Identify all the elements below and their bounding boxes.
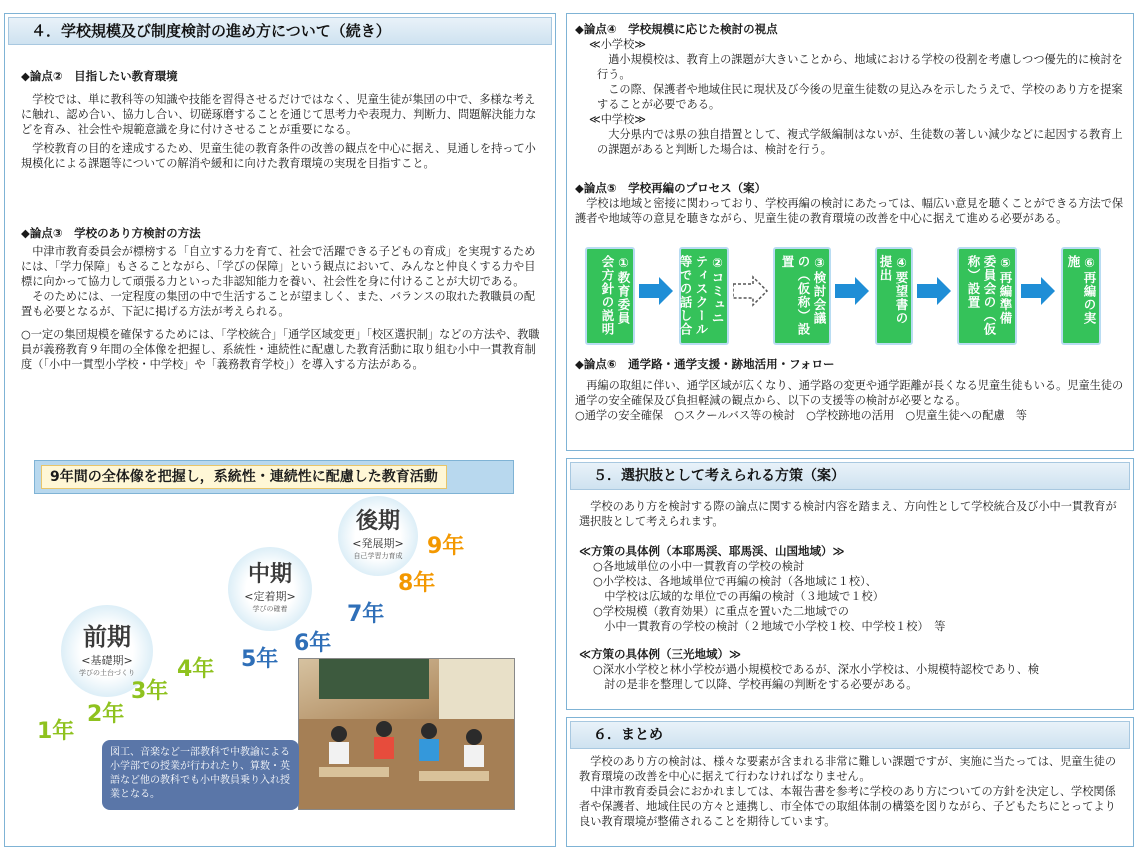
point3-text1: 中津市教育委員会が標榜する「自立する力を育て、社会で活躍できる子どもの育成」を実現するためには、「学力保障」もさることながら、「学びの保障」という観点において、みんなと仲良くする力や目標に向かって協力して頑張る力といった非認知能力を養い、社会性を身に付けることが大切である。 bbox=[21, 245, 536, 288]
point3-block bbox=[21, 225, 546, 372]
point4-block bbox=[575, 21, 1125, 157]
flow-step-4: ④要望書の提出 bbox=[875, 247, 913, 345]
right-top-panel bbox=[566, 13, 1134, 451]
point6-items: ○通学の安全確保 ○スクールバス等の検討 ○学校跡地の活用 ○児童生徒への配慮 等 bbox=[575, 409, 1027, 422]
section6-body bbox=[579, 754, 1124, 829]
phase-late bbox=[338, 496, 418, 576]
flow-step-2: ②コミュニティスクール等での話し合い bbox=[679, 247, 729, 345]
phase-early-sub: <基礎期> bbox=[81, 654, 133, 667]
section6-text2: 中津市教育委員会におかれましては、本報告書を参考に学校のあり方についての方針を決定し、学校関係者や保護者、地域住民の方々と連携し、市全体での取組体制の構築を図りながら、子どもたちにとってより良い教育環境が整備されることを期待しています。 bbox=[579, 785, 1116, 828]
flow-step-5: ⑤再編準備委員会の（仮称）設置 bbox=[957, 247, 1017, 345]
point5-title: ◆論点⑤ 学校再編のプロセス（案） bbox=[575, 181, 767, 195]
point4-text1: 過小規模校は、教育上の課題が大きいことから、地域における学校の役割を考慮しつつ優先的に検討を行う。 bbox=[597, 53, 1123, 81]
year-3: 3年 bbox=[131, 679, 169, 704]
section6-header: ６．まとめ bbox=[570, 721, 1130, 749]
point2-block bbox=[21, 68, 546, 171]
point2-text2: 学校教育の目的を達成するため、児童生徒の教育条件の改善の観点を中心に据え、見通しを持って小規模化による課題等についての解消や緩和に向けた教育環境の実現を目指すこと。 bbox=[21, 142, 536, 170]
section5-example1-line1: ○各地域単位の小中一貫教育の学校の検討 bbox=[593, 560, 805, 573]
illustration-banner bbox=[34, 460, 514, 494]
section6-text1: 学校のあり方の検討は、様々な要素が含まれる非常に難しい課題ですが、実施に当たっては、児童生徒の教育環境の改善を中心に据えて行わなければなりません。 bbox=[579, 755, 1117, 783]
point4-text2: この際、保護者や地域住民に現状及び今後の児童生徒数の見込みを示したうえで、学校のあり方を提案することが必要である。 bbox=[597, 83, 1123, 111]
point2-text1: 学校では、単に教科等の知識や技能を習得させるだけではなく、児童生徒が集団の中で、多様な考えに触れ、認め合い、協力し合い、切磋琢磨することを通じて思考力や表現力、判断力、問題解決能力などを育み、社会性や規範意識を身に付けさせることが重要になる。 bbox=[21, 93, 537, 136]
point5-text: 学校は地域と密接に関わっており、学校再編の検討にあたっては、幅広い意見を聴くことができる方法で保護者や地域等の意見を聴きながら、児童生徒の教育環境の改善を中心に据えて進める必要がある。 bbox=[575, 197, 1124, 225]
note-box: 図工、音楽など一部教科で中教諭による小学部での授業が行われたり、算数・英語など他の教科でも小中教員乗り入れ授業となる。 bbox=[102, 740, 299, 810]
section5-text: 学校のあり方を検討する際の論点に関する検討内容を踏まえ、方向性として学校統合及び小中一貫教育が選択肢として考えられます。 bbox=[579, 500, 1117, 528]
section6-panel bbox=[566, 717, 1134, 847]
point3-text3: ○一定の集団規模を確保するためには、「学校統合」「通学区域変更」「校区選択制」などの方法や、教職員が義務教育９年間の全体像を把握し、系統性・連続性に配慮した教育活動に取り組む小中一貫教育制度（「小中一貫型小学校・中学校」や「義務教育学校」）を導入する方法がある。 bbox=[21, 328, 540, 371]
classroom-photo-illustration bbox=[299, 659, 515, 810]
section5-example1-title: ≪方策の具体例（本耶馬渓、耶馬渓、山国地域）≫ bbox=[579, 544, 845, 558]
section5-body bbox=[579, 499, 1124, 692]
section5-example1-line2: ○小学校は、各地域単位で再編の検討（各地域に１校）、 bbox=[593, 575, 877, 588]
section5-example1-line4: ○学校規模（教育効果）に重点を置いた二地域での bbox=[593, 605, 849, 618]
flow-step-6: ⑥再編の実施 bbox=[1061, 247, 1101, 345]
year-7: 7年 bbox=[347, 602, 385, 627]
section5-example1-line5: 小中一貫教育の学校の検討（２地域で小学校１校、中学校１校） 等 bbox=[593, 620, 946, 633]
point2-title: ◆論点② 目指したい教育環境 bbox=[21, 69, 178, 83]
year-1: 1年 bbox=[37, 719, 75, 744]
year-6: 6年 bbox=[294, 631, 332, 656]
point4-sub-elementary: ≪小学校≫ bbox=[589, 38, 646, 51]
section5-example1-line3: 中学校は広域的な単位での再編の検討（３地域で１校） bbox=[593, 590, 884, 603]
point3-text2: そのためには、一定程度の集団の中で生活することが望ましく、また、バランスの取れた教職員の配置も必要となるが、下記に掲げる方法が考えられる。 bbox=[21, 290, 536, 318]
phase-mid bbox=[228, 547, 312, 631]
flow-arrow-4-icon bbox=[917, 275, 953, 307]
flow-step-3: ③検討会議の（仮称）設置 bbox=[773, 247, 831, 345]
phase-early-tiny: 学びの土台づくり bbox=[79, 669, 135, 677]
banner-text: 9年間の全体像を把握し，系統性・連続性に配慮した教育活動 bbox=[41, 465, 447, 489]
classroom-photo bbox=[298, 658, 515, 810]
section5-example2-line2: 討の是非を整理して以降、学校再編の判断をする必要がある。 bbox=[593, 678, 918, 691]
flow-arrow-1-icon bbox=[639, 275, 675, 307]
point5-block bbox=[575, 180, 1125, 226]
section5-example2-title: ≪方策の具体例（三光地域）≫ bbox=[579, 647, 742, 661]
phase-late-title: 後期 bbox=[355, 508, 400, 534]
phase-mid-sub: <定着期> bbox=[244, 590, 296, 603]
flow-arrow-5-icon bbox=[1021, 275, 1057, 307]
point6-title: ◆論点⑥ 通学路・通学支援・跡地活用・フォロー bbox=[575, 357, 835, 371]
point4-title: ◆論点④ 学校規模に応じた検討の視点 bbox=[575, 22, 778, 36]
point3-title: ◆論点③ 学校のあり方検討の方法 bbox=[21, 226, 201, 240]
phase-late-tiny: 自己学習力育成 bbox=[353, 552, 403, 560]
point4-text3: 大分県内では県の独自措置として、複式学級編制はないが、生徒数の著しい減少などに起因する教育上の課題があると判断した場合は、検討を行う。 bbox=[597, 128, 1123, 156]
point4-sub-junior: ≪中学校≫ bbox=[589, 113, 646, 126]
section5-panel bbox=[566, 458, 1134, 710]
phase-late-sub: <発展期> bbox=[352, 537, 404, 550]
phase-mid-title: 中期 bbox=[247, 561, 292, 587]
section5-example2-line1: ○深水小学校と林小学校が過小規模校であるが、深水小学校は、小規模特認校であり、検 bbox=[593, 663, 1040, 676]
year-8: 8年 bbox=[398, 571, 436, 596]
year-5: 5年 bbox=[241, 647, 279, 672]
flow-arrow-3-icon bbox=[835, 275, 871, 307]
phase-mid-tiny: 学びの確着 bbox=[252, 605, 288, 613]
flow-arrow-dashed-icon bbox=[733, 275, 769, 307]
year-2: 2年 bbox=[87, 702, 125, 727]
process-flow bbox=[585, 247, 1115, 345]
year-9: 9年 bbox=[427, 534, 465, 559]
year-4: 4年 bbox=[177, 657, 215, 682]
section5-header: ５．選択肢として考えられる方策（案） bbox=[570, 462, 1130, 490]
flow-step-1: ①教育委員会方針の説明 bbox=[585, 247, 635, 345]
point6-block bbox=[575, 356, 1125, 423]
phase-early-title: 前期 bbox=[83, 622, 131, 651]
section4-header: ４．学校規模及び制度検討の進め方について（続き） bbox=[8, 17, 552, 45]
point6-text: 再編の取組に伴い、通学区域が広くなり、通学路の変更や通学距離が長くなる児童生徒もいる。児童生徒の通学の安全確保及び負担軽減の観点から、以下の支援等の検討が必要となる。 bbox=[575, 379, 1124, 407]
left-panel bbox=[4, 13, 556, 847]
